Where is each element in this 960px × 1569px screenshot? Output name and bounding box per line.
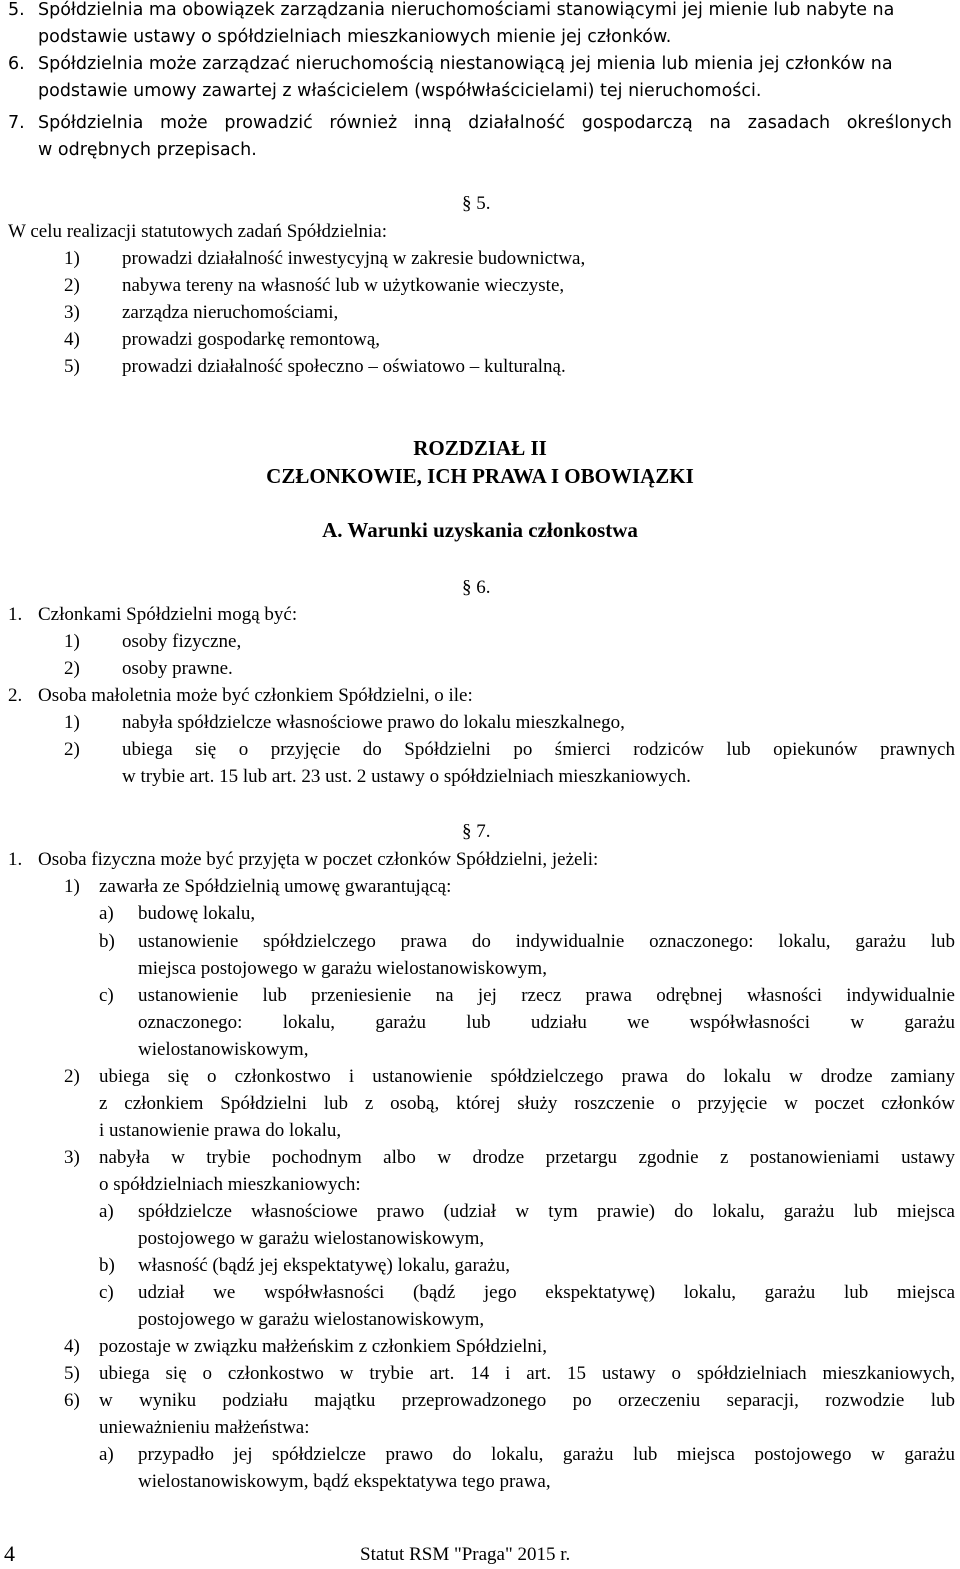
item-number: 5.	[8, 0, 25, 20]
paragraph-number: 1.	[8, 849, 23, 870]
list-number: 3)	[64, 1147, 80, 1168]
sublist-letter: a)	[99, 1444, 114, 1465]
list-number: 2)	[64, 275, 80, 296]
list-number: 4)	[64, 329, 80, 350]
paragraph-number: 1.	[8, 604, 23, 625]
sublist-item: wielostanowiskowym,	[138, 1039, 309, 1060]
paragraph-text: Osoba fizyczna może być przyjęta w poczet członków Spółdzielni, jeżeli:	[38, 849, 599, 870]
page-number: 4	[4, 1541, 15, 1566]
sublist-letter: b)	[99, 931, 115, 952]
section-label: § 6.	[462, 577, 491, 598]
sublist-letter: c)	[99, 1282, 114, 1303]
sublist-letter: b)	[99, 1255, 115, 1276]
sublist-letter: c)	[99, 985, 114, 1006]
sublist-item: spółdzielcze własnościowe prawo (udział w tym prawie) do lokalu, garażu lub miejsca	[138, 1201, 955, 1222]
item-text: podstawie ustawy o spółdzielniach mieszkaniowych mienie jej członków.	[38, 27, 672, 47]
item-text: Spółdzielnia może prowadzić również inną działalność gospodarczą na zasadach określonych	[38, 113, 952, 133]
sublist-item: ustanowienie lub przeniesienie na jej rzecz prawa odrębnej własności indywidualnie	[138, 985, 955, 1006]
list-item: prowadzi działalność inwestycyjną w zakresie budownictwa,	[122, 248, 586, 269]
chapter-title: ROZDZIAŁ II	[413, 436, 547, 460]
item-number: 7.	[8, 113, 25, 133]
list-item: prowadzi gospodarkę remontową,	[122, 329, 381, 350]
list-item: pozostaje w związku małżeńskim z członkiem Spółdzielni,	[99, 1336, 547, 1357]
sublist-item: budowę lokalu,	[138, 903, 256, 924]
sublist-item: wielostanowiskowym, bądź ekspektatywa tego prawa,	[138, 1471, 551, 1492]
section-label: § 5.	[462, 193, 491, 214]
sublist-item: postojowego w garażu wielostanowiskowym,	[138, 1228, 485, 1249]
sublist-letter: a)	[99, 903, 114, 924]
chapter-section-heading: A. Warunki uzyskania członkostwa	[322, 518, 638, 542]
paragraph-text: Członkami Spółdzielni mogą być:	[38, 604, 298, 625]
sublist-item: miejsca postojowego w garażu wielostanowiskowym,	[138, 958, 547, 979]
item-text: Spółdzielnia ma obowiązek zarządzania nieruchomościami stanowiącymi jej mienie lub nabyte na	[38, 0, 895, 20]
sublist-item: ustanowienie spółdzielczego prawa do indywidualnie oznaczonego: lokalu, garażu lub	[138, 931, 955, 952]
footer-title: Statut RSM "Praga" 2015 r.	[360, 1544, 571, 1565]
list-item: osoby fizyczne,	[122, 631, 242, 652]
list-number: 2)	[64, 739, 80, 760]
list-item: w wyniku podziału majątku przeprowadzonego po orzeczeniu separacji, rozwodzie lub	[99, 1390, 955, 1411]
list-number: 1)	[64, 712, 80, 733]
list-item: nabyła spółdzielcze własnościowe prawo do lokalu mieszkalnego,	[122, 712, 625, 733]
sublist-letter: a)	[99, 1201, 114, 1222]
list-number: 2)	[64, 658, 80, 679]
list-item: z członkiem Spółdzielni lub z osobą, której służy roszczenie o przyjęcie w poczet członków	[99, 1093, 955, 1114]
list-item: ubiega się o przyjęcie do Spółdzielni po śmierci rodziców lub opiekunów prawnych	[122, 739, 955, 760]
chapter-subtitle: CZŁONKOWIE, ICH PRAWA I OBOWIĄZKI	[266, 464, 694, 488]
section-intro: W celu realizacji statutowych zadań Spółdzielnia:	[8, 221, 387, 242]
item-text: podstawie umowy zawartej z właścicielem (współwłaścicielami) tej nieruchomości.	[38, 81, 762, 101]
list-item: ubiega się o członkostwo i ustanowienie spółdzielczego prawa do lokalu w drodze zamiany	[99, 1066, 955, 1087]
sublist-item: postojowego w garażu wielostanowiskowym,	[138, 1309, 485, 1330]
list-number: 3)	[64, 302, 80, 323]
list-item: ubiega się o członkostwo w trybie art. 14 i art. 15 ustawy o spółdzielniach mieszkaniowych,	[99, 1363, 955, 1384]
list-number: 2)	[64, 1066, 80, 1087]
list-number: 5)	[64, 1363, 80, 1384]
list-number: 1)	[64, 876, 80, 897]
list-number: 5)	[64, 356, 80, 377]
item-number: 6.	[8, 54, 25, 74]
sublist-item: udział we współwłasności (bądź jego ekspektatywę) lokalu, garażu lub miejsca	[138, 1282, 955, 1303]
list-item: unieważnieniu małżeństwa:	[99, 1417, 310, 1438]
list-number: 1)	[64, 248, 80, 269]
paragraph-text: Osoba małoletnia może być członkiem Spółdzielni, o ile:	[38, 685, 473, 706]
list-item: o spółdzielniach mieszkaniowych:	[99, 1174, 361, 1195]
item-text: w odrębnych przepisach.	[38, 140, 257, 160]
sublist-item: własność (bądź jej ekspektatywę) lokalu, garażu,	[138, 1255, 510, 1276]
list-item: w trybie art. 15 lub art. 23 ust. 2 ustawy o spółdzielniach mieszkaniowych.	[122, 766, 691, 787]
list-item: zarządza nieruchomościami,	[122, 302, 339, 323]
list-item: nabywa tereny na własność lub w użytkowanie wieczyste,	[122, 275, 565, 296]
paragraph-number: 2.	[8, 685, 23, 706]
list-number: 4)	[64, 1336, 80, 1357]
list-item: i ustanowienie prawa do lokalu,	[99, 1120, 342, 1141]
list-item: osoby prawne.	[122, 658, 233, 679]
list-item: prowadzi działalność społeczno – oświatowo – kulturalną.	[122, 356, 566, 377]
list-item: zawarła ze Spółdzielnią umowę gwarantującą:	[99, 876, 452, 897]
item-text: Spółdzielnia może zarządzać nieruchomością niestanowiącą jej mienia lub mienia jej członków na	[38, 54, 893, 74]
list-number: 1)	[64, 631, 80, 652]
list-number: 6)	[64, 1390, 80, 1411]
sublist-item: przypadło jej spółdzielcze prawo do lokalu, garażu lub miejsca postojowego w garażu	[138, 1444, 955, 1465]
sublist-item: oznaczonego: lokalu, garażu lub udziału we współwłasności w garażu	[138, 1012, 955, 1033]
section-label: § 7.	[462, 821, 491, 842]
list-item: nabyła w trybie pochodnym albo w drodze przetargu zgodnie z postanowieniami ustawy	[99, 1147, 955, 1168]
